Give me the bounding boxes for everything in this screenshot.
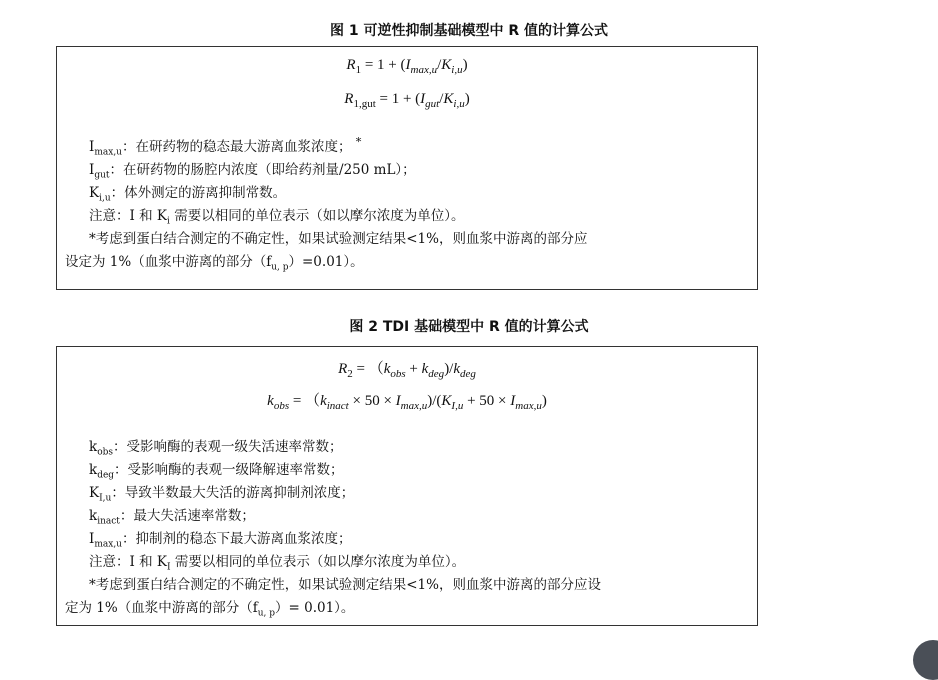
- definition-line: $I_{max,u}$：在研药物的稳态最大游离血浆浓度； *: [89, 135, 362, 158]
- footnote-line: 定为 1%（血浆中游离的部分$(f_{u, p})= 0.01$）。: [65, 600, 355, 619]
- figure2-box: [56, 346, 758, 626]
- footnote-line: *考虑到蛋白结合测定的不确定性，如果试验测定结果<1%，则血浆中游离的部分应: [89, 231, 588, 247]
- definition-line: $I_{max,u}$：抑制剂的稳态下最大游离血浆浓度；: [89, 531, 352, 550]
- note-line: 注意：I 和 $K_I$ 需要以相同的单位表示（如以摩尔浓度为单位）。: [89, 554, 466, 573]
- definition-line: $K_{I,u}$：导致半数最大失活的游离抑制剂浓度；: [89, 485, 355, 504]
- figure1-eq1: $R_1 = 1 + (I_{max,u}/K_{i,u})$: [346, 57, 468, 76]
- figure2-eq1: $R_2 = (k_{obs} + k_{deg})/k_{deg}$: [338, 361, 476, 380]
- figure2-eq2: $k_{obs} = (k_{inact} \times 50 \times I_{max,u})/(K_{I,u} + 50 \times I_{max,u})$: [267, 393, 547, 412]
- footnote-line: 设定为 1%（血浆中游离的部分$(f_{u, p})=0.01$）。: [65, 254, 364, 273]
- figure1-caption: 图 1 可逆性抑制基础模型中 R 值的计算公式: [329, 23, 609, 39]
- footnote-line: *考虑到蛋白结合测定的不确定性，如果试验测定结果<1%，则血浆中游离的部分应设: [89, 577, 601, 593]
- definition-line: $k_{deg}$：受影响酶的表观一级降解速率常数；: [89, 462, 344, 481]
- definition-line: $k_{inact}$：最大失活速率常数；: [89, 508, 255, 527]
- definition-line: $I_{gut}$：在研药物的肠腔内浓度（即给药剂量/250 mL）；: [89, 162, 416, 181]
- definition-line: $K_{i,u}$：体外测定的游离抑制常数。: [89, 185, 287, 204]
- figure1-eq2: $R_{1,gut} = 1 + (I_{gut}/K_{i,u})$: [344, 91, 470, 110]
- definition-line: $k_{obs}$：受影响酶的表观一级失活速率常数；: [89, 439, 343, 458]
- figure1-box: [56, 46, 758, 290]
- floating-action-button[interactable]: [913, 640, 938, 680]
- figure2-caption: 图 2 TDI 基础模型中 R 值的计算公式: [349, 319, 589, 335]
- note-line: 注意：I 和 $K_i$ 需要以相同的单位表示（如以摩尔浓度为单位）。: [89, 208, 465, 227]
